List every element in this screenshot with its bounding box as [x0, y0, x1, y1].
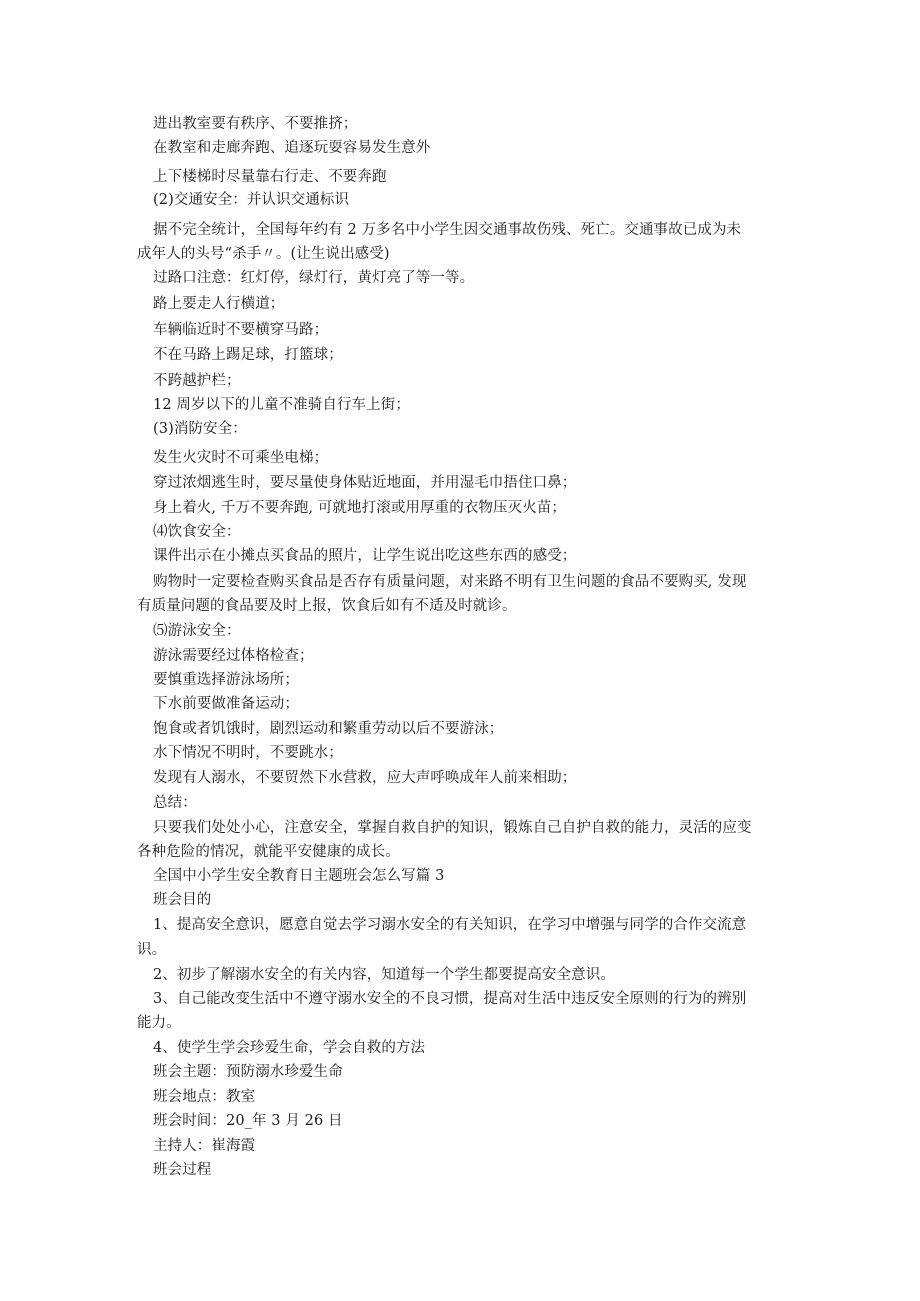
text-line: 成年人的头号“杀手〃。(让生说出感受)	[137, 246, 390, 262]
text-line: 身上着火, 千万不要奔跑, 可就地打滚或用厚重的衣物压灭火苗；	[153, 500, 567, 516]
text-line: 4、使学生学会珍爱生命，学会自救的方法	[153, 1040, 426, 1056]
section-heading: 班会目的	[153, 892, 212, 908]
text-line: 据不完全统计，全国每年约有 2 万多名中小学生因交通事故伤残、死亡。交通事故已成为未	[153, 222, 742, 238]
section-heading: 总结：	[153, 795, 197, 811]
text-line: 主持人：崔海霞	[153, 1138, 256, 1154]
article-title: 全国中小学生安全教育日主题班会怎么写篇 3	[153, 868, 445, 884]
text-line: 12 周岁以下的儿童不准骑自行车上街；	[153, 397, 410, 413]
text-line: 2、初步了解溺水安全的有关内容，知道每一个学生都要提高安全意识。	[153, 967, 615, 983]
text-line: 3、自己能改变生活中不遵守溺水安全的不良习惯，提高对生活中违反安全原则的行为的辨别	[153, 991, 747, 1007]
text-line: 发现有人溺水，不要贸然下水营救，应大声呼唤成年人前来相助；	[153, 770, 577, 786]
text-line: 只要我们处处小心，注意安全，掌握自救自护的知识，锻炼自己自护自救的能力，灵活的应变	[153, 820, 752, 836]
text-line: 穿过浓烟逃生时，要尽量使身体贴近地面，并用湿毛巾捂住口鼻；	[153, 475, 577, 491]
section-heading: ⑷饮食安全：	[153, 524, 241, 540]
text-line: 各种危险的情况，就能平安健康的成长。	[137, 844, 400, 860]
text-line: 下水前要做准备运动；	[153, 696, 299, 712]
text-line: 进出教室要有秩序、不要推挤；	[153, 116, 358, 132]
text-line: 不跨越护栏；	[153, 373, 241, 389]
text-line: 课件出示在小摊点买食品的照片，让学生说出吃这些东西的感受；	[153, 548, 577, 564]
text-line: 班会时间：20_年 3 月 26 日	[153, 1113, 343, 1129]
text-line: 1、提高安全意识，愿意自觉去学习溺水安全的有关知识，在学习中增强与同学的合作交流意	[153, 917, 747, 933]
text-line: 水下情况不明时，不要跳水；	[153, 745, 343, 761]
text-line: 能力。	[137, 1015, 181, 1031]
text-line: 班会地点：教室	[153, 1089, 256, 1105]
text-line: 要慎重选择游泳场所；	[153, 672, 299, 688]
text-line: 有质量问题的食品要及时上报，饮食后如有不适及时就诊。	[137, 598, 517, 614]
text-line: 路上要走人行横道；	[153, 296, 285, 312]
text-line: 班会主题：预防溺水珍爱生命	[153, 1064, 343, 1080]
text-line: 购物时一定要检查购买食品是否存有质量问题，对来路不明有卫生问题的食品不要购买, 发现	[153, 574, 747, 590]
text-line: 识。	[137, 942, 167, 958]
section-heading: (3)消防安全：	[153, 421, 247, 437]
text-line: 饱食或者饥饿时，剧烈运动和繁重劳动以后不要游泳；	[153, 721, 504, 737]
text-line: 车辆临近时不要横穿马路；	[153, 322, 329, 338]
section-heading: 班会过程	[153, 1162, 212, 1178]
text-line: 不在马路上踢足球，打篮球；	[153, 347, 343, 363]
text-line: 上下楼梯时尽量靠右行走、不要奔跑	[153, 169, 387, 185]
text-line: 游泳需要经过体格检查；	[153, 648, 314, 664]
text-line: 在教室和走廊奔跑、追逐玩耍容易发生意外	[153, 140, 431, 156]
section-heading: (2)交通安全：并认识交通标识	[153, 192, 350, 208]
text-line: 过路口注意：红灯停，绿灯行，黄灯亮了等一等。	[153, 270, 475, 286]
section-heading: ⑸游泳安全：	[153, 623, 241, 639]
text-line: 发生火灾时不可乘坐电梯；	[153, 450, 329, 466]
